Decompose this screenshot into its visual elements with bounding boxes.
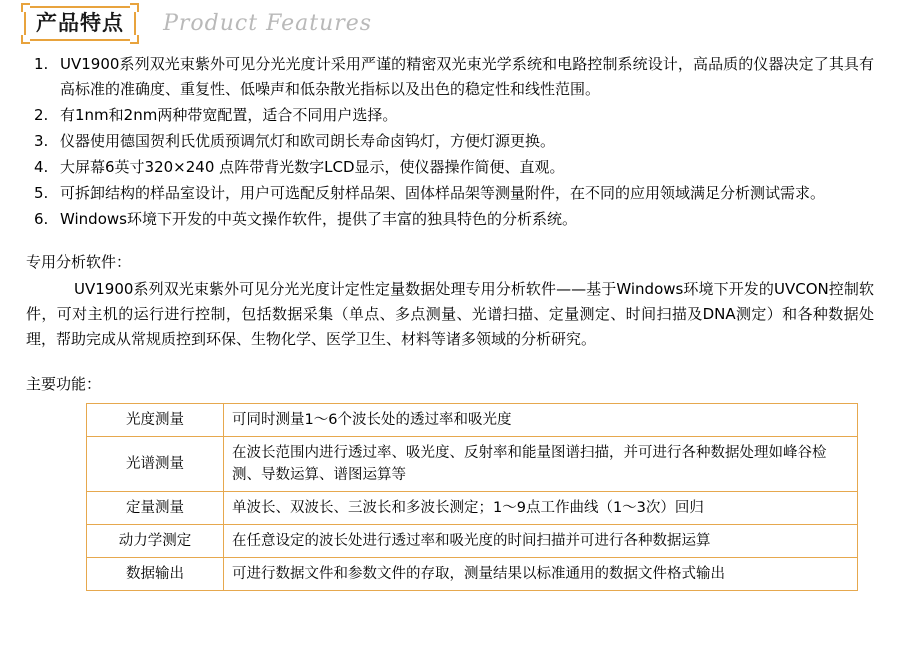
table-cell-desc: 在波长范围内进行透过率、吸光度、反射率和能量图谱扫描，并可进行各种数据处理如峰谷检测、导数运算、谱图运算等	[224, 437, 858, 492]
list-item	[26, 207, 874, 232]
table-cell-name: 动力学测定	[87, 525, 224, 558]
list-item-text: UV1900系列双光束紫外可见分光光度计采用严谨的精密双光束光学系统和电路控制系统设计，高品质的仪器决定了其具有高标准的准确度、重复性、低噪声和低杂散光指标以及出色的稳定性和线性范围。	[60, 55, 874, 98]
list-item-number: 5.	[34, 184, 49, 202]
title-badge	[24, 6, 136, 41]
table-row	[87, 525, 858, 558]
page-title-cn: 产品特点	[36, 11, 124, 35]
list-item-text: 有1nm和2nm两种带宽配置，适合不同用户选择。	[60, 106, 398, 124]
list-item-text: 仪器使用德国贺利氏优质预调氘灯和欧司朗长寿命卤钨灯，方便灯源更换。	[60, 132, 556, 150]
list-item-number: 1.	[34, 55, 49, 73]
list-item-number: 3.	[34, 132, 49, 150]
table-row	[87, 404, 858, 437]
table-cell-desc: 可进行数据文件和参数文件的存取，测量结果以标准通用的数据文件格式输出	[224, 558, 858, 591]
corner-decoration-bottom-left	[21, 35, 30, 44]
list-item-number: 4.	[34, 158, 49, 176]
software-section-label: 专用分析软件：	[26, 253, 132, 271]
list-item-text: 大屏幕6英寸320×240 点阵带背光数字LCD显示，使仪器操作简便、直观。	[60, 158, 565, 176]
feature-list	[26, 52, 874, 232]
list-item	[26, 52, 874, 102]
list-item	[26, 129, 874, 154]
table-cell-name: 光度测量	[87, 404, 224, 437]
corner-decoration-top-right	[130, 3, 139, 12]
list-item	[26, 103, 874, 128]
table-cell-name: 光谱测量	[87, 437, 224, 492]
table-row	[87, 437, 858, 492]
table-cell-desc: 单波长、双波长、三波长和多波长测定；1～9点工作曲线（1～3次）回归	[224, 492, 858, 525]
list-item-text: 可拆卸结构的样品室设计，用户可选配反射样品架、固体样品架等测量附件，在不同的应用领域满足分析测试需求。	[60, 184, 826, 202]
table-cell-desc: 可同时测量1～6个波长处的透过率和吸光度	[224, 404, 858, 437]
table-row	[87, 492, 858, 525]
title-frame	[24, 6, 136, 41]
page-title-en: Product Features	[163, 11, 373, 36]
list-item-number: 6.	[34, 210, 49, 228]
corner-decoration-top-left	[21, 3, 30, 12]
document-content	[0, 52, 900, 591]
table-cell-desc: 在任意设定的波长处进行透过率和吸光度的时间扫描并可进行各种数据运算	[224, 525, 858, 558]
list-item	[26, 155, 874, 180]
list-item-text: Windows环境下开发的中英文操作软件，提供了丰富的独具特色的分析系统。	[60, 210, 577, 228]
corner-decoration-bottom-right	[130, 35, 139, 44]
table-row	[87, 558, 858, 591]
list-item-number: 2.	[34, 106, 49, 124]
software-section-paragraph: UV1900系列双光束紫外可见分光光度计定性定量数据处理专用分析软件——基于Windows环境下开发的UVCON控制软件，可对主机的运行进行控制，包括数据采集（单点、多点测量、光谱扫描、定量测定、时间扫描及DNA测定）和各种数据处理，帮助完成从常规质控到环保、生物化学、医学卫生、材料等诸多领域的分析研究。	[26, 280, 874, 348]
functions-table	[86, 403, 858, 591]
list-item	[26, 181, 874, 206]
table-cell-name: 数据输出	[87, 558, 224, 591]
section-header	[0, 0, 900, 46]
functions-section-label: 主要功能：	[26, 375, 102, 393]
table-cell-name: 定量测量	[87, 492, 224, 525]
